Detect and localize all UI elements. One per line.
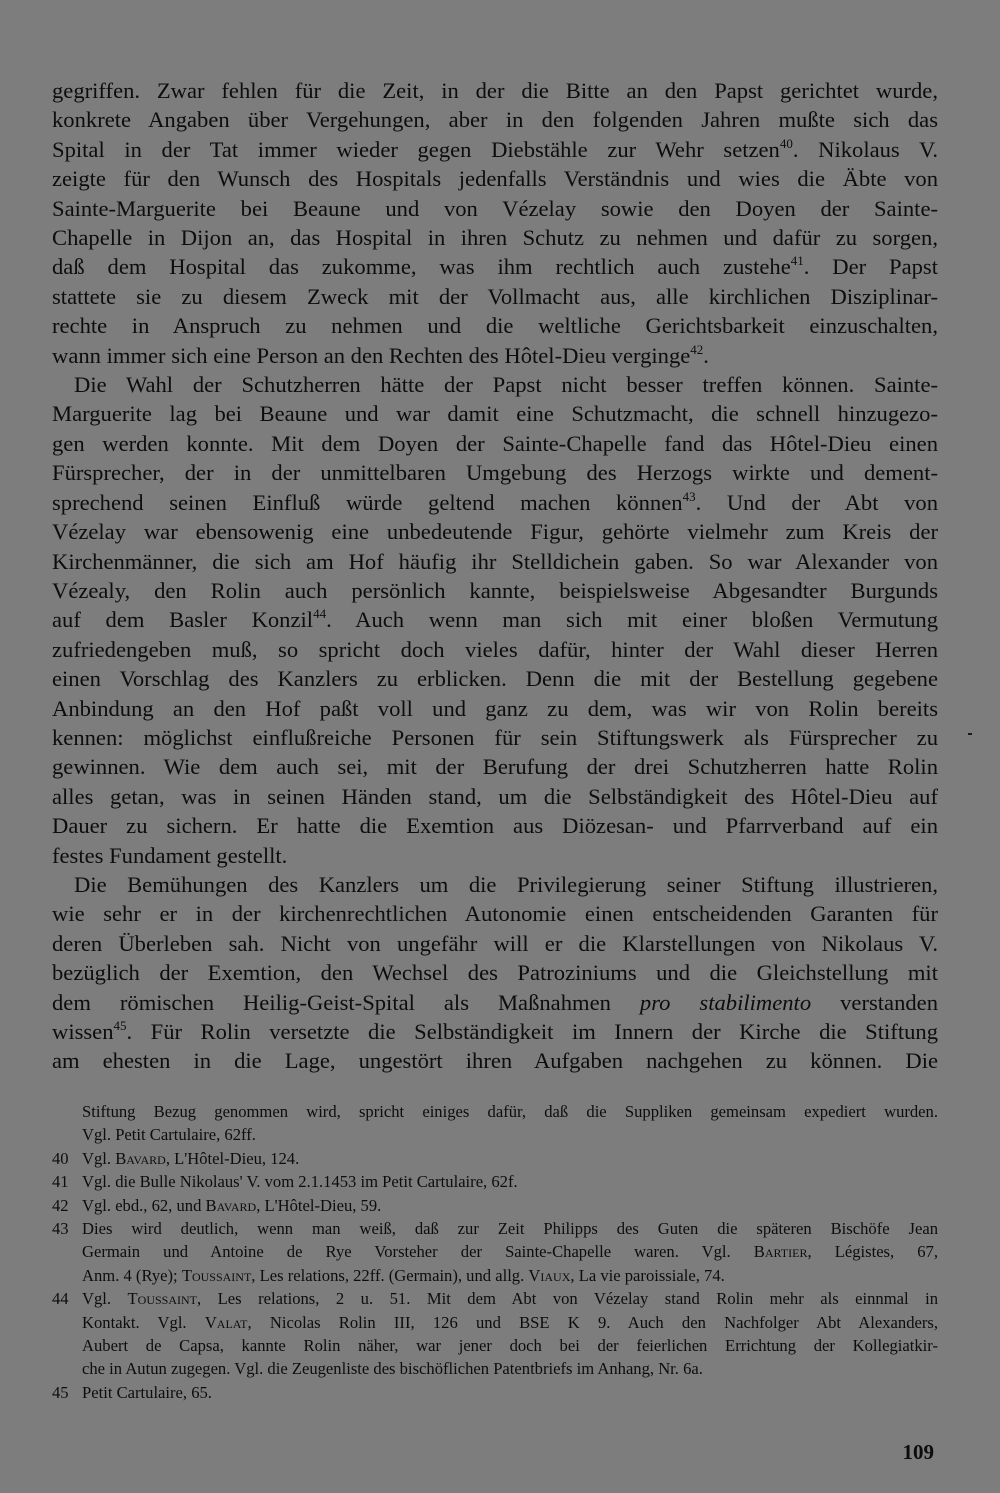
main-text (52, 76, 938, 1076)
text-line: konkrete Angaben über Vergehungen, aber in den folgenden Jahren mußte sich das (52, 107, 938, 133)
footnote-number: 44 (52, 1289, 69, 1309)
author-name: Valat (204, 1312, 248, 1332)
author-name: Toussaint (127, 1289, 198, 1309)
text-fragment: wann immer sich eine Person an den Rechten des Hôtel-Dieu verginge (52, 342, 691, 368)
text-fragment: Anm. 4 (Rye); (82, 1265, 182, 1285)
footnote-line: Dies wird deutlich, wenn man weiß, daß zur Zeit Philipps des Guten die späteren Bischöfe Jean (82, 1219, 938, 1239)
text-fragment: . Nikolaus V. (792, 136, 938, 162)
text-line: gewinnen. Wie dem auch sei, mit der Berufung der drei Schutzherren hatte Rolin (52, 754, 938, 780)
footnote-line: che in Autun zugegen. Vgl. die Zeugenliste des bischöflichen Patentbriefs im Anhang, Nr. 6a. (82, 1359, 703, 1379)
text-line (52, 988, 938, 1017)
footnote-line: Vgl. Petit Cartulaire, 62ff. (82, 1125, 256, 1145)
text-fragment: verstanden (811, 989, 938, 1015)
footnote-line: Petit Cartulaire, 65. (82, 1382, 212, 1402)
footnote-line (82, 1194, 938, 1217)
text-fragment: wissen (52, 1019, 114, 1044)
text-line: Chapelle in Dijon an, das Hospital in ihren Schutz zu nehmen und dafür zu sorgen, (52, 225, 938, 251)
text-fragment: Kontakt. Vgl. (82, 1312, 205, 1332)
footnote-continuation (52, 1100, 938, 1147)
text-fragment: , L'Hôtel-Dieu, 59. (256, 1195, 382, 1215)
text-line (52, 341, 938, 370)
paragraph-2 (52, 370, 938, 870)
text-line: Die Wahl der Schutzherren hätte der Papst nicht besser treffen können. Sainte- (74, 372, 938, 398)
text-line: gegriffen. Zwar fehlen für die Zeit, in der die Bitte an den Papst gerichtet wurde, (52, 78, 938, 103)
text-fragment: Vgl. ebd., 62, und (82, 1195, 206, 1215)
text-fragment: , La vie paroissiale, 74. (570, 1265, 725, 1285)
text-fragment: dem römischen Heilig-Geist-Spital als Maßnahmen (52, 989, 640, 1015)
author-name: Toussaint (181, 1265, 252, 1285)
footnote-line (82, 1147, 938, 1170)
text-line: Die Bemühungen des Kanzlers um die Privilegierung seiner Stiftung illustrieren, (74, 871, 938, 897)
text-line: zeigte für den Wunsch des Hospitals jedenfalls Verständnis und wies die Äbte von (52, 166, 938, 192)
text-line: Vézelay war ebensowenig eine unbedeutende Figur, gehörte vielmehr zum Kreis der (52, 519, 938, 545)
text-fragment: Germain und Antoine de Rye Vorsteher der Sainte-Chapelle waren. Vgl. (82, 1242, 754, 1262)
text-fragment: sprechend seinen Einfluß würde geltend machen können (52, 489, 683, 515)
text-line: rechte in Anspruch zu nehmen und die weltliche Gerichtsbarkeit einzuschalten, (52, 313, 938, 339)
footnote-ref-42[interactable]: 42 (690, 341, 704, 357)
footnote-number: 45 (52, 1382, 69, 1402)
footnote-line (82, 1287, 938, 1310)
text-line: festes Fundament gestellt. (52, 842, 288, 868)
text-line (52, 135, 938, 164)
author-name: Bartier (753, 1242, 808, 1262)
footnote-number: 43 (52, 1219, 69, 1239)
text-fragment: , Les relations, 22ff. (Germain), und allg. (251, 1265, 529, 1285)
text-line (52, 1017, 938, 1046)
footnote-line (82, 1240, 938, 1263)
text-fragment: , Légistes, 67, (807, 1242, 939, 1262)
footnote-line: Stiftung Bezug genommen wird, spricht einiges dafür, daß die Suppliken gemeinsam expediert wurden. (82, 1102, 938, 1121)
footnote-ref-43[interactable]: 43 (682, 488, 696, 504)
footnote-45 (52, 1381, 938, 1404)
paragraph-1 (52, 76, 938, 370)
footnote-41 (52, 1170, 938, 1193)
text-fragment: , Nicolas Rolin III, 126 und BSE K 9. Auch den Nachfolger Abt Alexanders, (247, 1312, 938, 1332)
text-line: wie sehr er in der kirchenrechtlichen Autonomie einen entscheidenden Garanten für (52, 901, 938, 927)
footnote-ref-44[interactable]: 44 (313, 606, 327, 622)
text-line: stattete sie zu diesem Zweck mit der Vollmacht aus, alle kirchlichen Disziplinar- (52, 283, 938, 309)
text-fragment: daß dem Hospital das zukomme, was ihm rechtlich auch zustehe (52, 254, 791, 280)
footnote-number: 40 (52, 1148, 69, 1168)
footnote-line: Vgl. die Bulle Nikolaus' V. vom 2.1.1453 im Petit Cartulaire, 62f. (82, 1172, 518, 1192)
text-line: Kirchenmänner, die sich am Hof häufig ihr Stelldichein gaben. So war Alexander von (52, 548, 938, 574)
author-name: Viaux (528, 1265, 571, 1285)
footnote-42 (52, 1194, 938, 1217)
text-line: bezüglich der Exemtion, den Wechsel des Patroziniums und die Gleichstellung mit (52, 960, 938, 986)
footnote-ref-45[interactable]: 45 (113, 1018, 127, 1033)
text-line: Fürsprecher, der in der unmittelbaren Umgebung des Herzogs wirkte und dement- (52, 460, 938, 486)
text-line: Sainte-Marguerite bei Beaune und von Vézelay sowie den Doyen der Sainte- (52, 195, 938, 221)
text-fragment: . (703, 342, 709, 368)
text-fragment: Vgl. (82, 1148, 116, 1168)
text-line: Anbindung an den Hof paßt voll und ganz zu dem, was wir von Rolin bereits (52, 695, 938, 721)
text-line: Marguerite lag bei Beaune und war damit eine Schutzmacht, die schnell hinzugezo- (52, 401, 938, 427)
text-line: gen werden konnte. Mit dem Doyen der Sainte-Chapelle fand das Hôtel-Dieu einen (52, 430, 938, 456)
italic-phrase: pro stabilimento (639, 989, 812, 1015)
footnote-40 (52, 1147, 938, 1170)
page-number: 109 (902, 1440, 934, 1464)
footnote-44 (52, 1287, 938, 1381)
text-fragment: auf dem Basler Konzil (52, 607, 314, 633)
author-name: Bavard (115, 1148, 166, 1168)
text-fragment: . Und der Abt von (695, 489, 938, 515)
footnotes (52, 1100, 938, 1404)
author-name: Bavard (205, 1195, 257, 1215)
footnote-line: Aubert de Capsa, kannte Rolin näher, war jener doch bei der feierlichen Errichtung der Kollegiatkir- (82, 1336, 938, 1356)
footnote-ref-40[interactable]: 40 (779, 135, 793, 151)
text-line: Dauer zu sichern. Er hatte die Exemtion aus Diözesan- und Pfarrverband auf ein (52, 813, 938, 839)
text-line: deren Überleben sah. Nicht von ungefähr will er die Klarstellungen von Nikolaus V. (52, 930, 938, 956)
text-line: alles getan, was in seinen Händen stand, um die Selbständigkeit des Hôtel-Dieu auf (52, 783, 938, 809)
text-line: einen Vorschlag des Kanzlers zu erblicken. Denn die mit der Bestellung gegebene (52, 666, 938, 692)
margin-mark (968, 733, 972, 735)
footnote-number: 42 (52, 1195, 69, 1215)
text-line (52, 488, 938, 517)
paragraph-3 (52, 870, 938, 1076)
footnote-43 (52, 1217, 938, 1287)
text-line (52, 605, 938, 634)
text-line: zufriedengeben muß, so spricht doch vieles dafür, hinter der Wahl dieser Herren (52, 636, 938, 662)
footnote-ref-41[interactable]: 41 (790, 253, 804, 269)
text-fragment: Spital in der Tat immer wieder gegen Diebstähle zur Wehr setzen (52, 136, 780, 162)
text-line: kennen: möglichst einflußreiche Personen für sein Stiftungswerk als Fürsprecher zu (52, 724, 938, 750)
text-fragment: , L'Hôtel-Dieu, 124. (165, 1148, 300, 1168)
text-line: am ehesten in die Lage, ungestört ihren Aufgaben nachgehen zu können. Die (52, 1048, 938, 1074)
footnote-line (82, 1264, 938, 1287)
text-fragment: . Der Papst (803, 254, 939, 280)
text-line (52, 252, 938, 281)
text-fragment: Vgl. (82, 1289, 128, 1309)
text-fragment: . Auch wenn man sich mit einer bloßen Vermutung (326, 607, 938, 633)
text-fragment: . Für Rolin versetzte die Selbständigkeit im Innern der Kirche die Stiftung (126, 1019, 938, 1044)
text-line: Vézealy, den Rolin auch persönlich kannte, beispielsweise Abgesandter Burgunds (52, 577, 938, 603)
footnote-number: 41 (52, 1172, 69, 1192)
text-fragment: , Les relations, 2 u. 51. Mit dem Abt von Vézelay stand Rolin mehr als einnmal in (197, 1289, 938, 1309)
footnote-line (82, 1311, 938, 1334)
